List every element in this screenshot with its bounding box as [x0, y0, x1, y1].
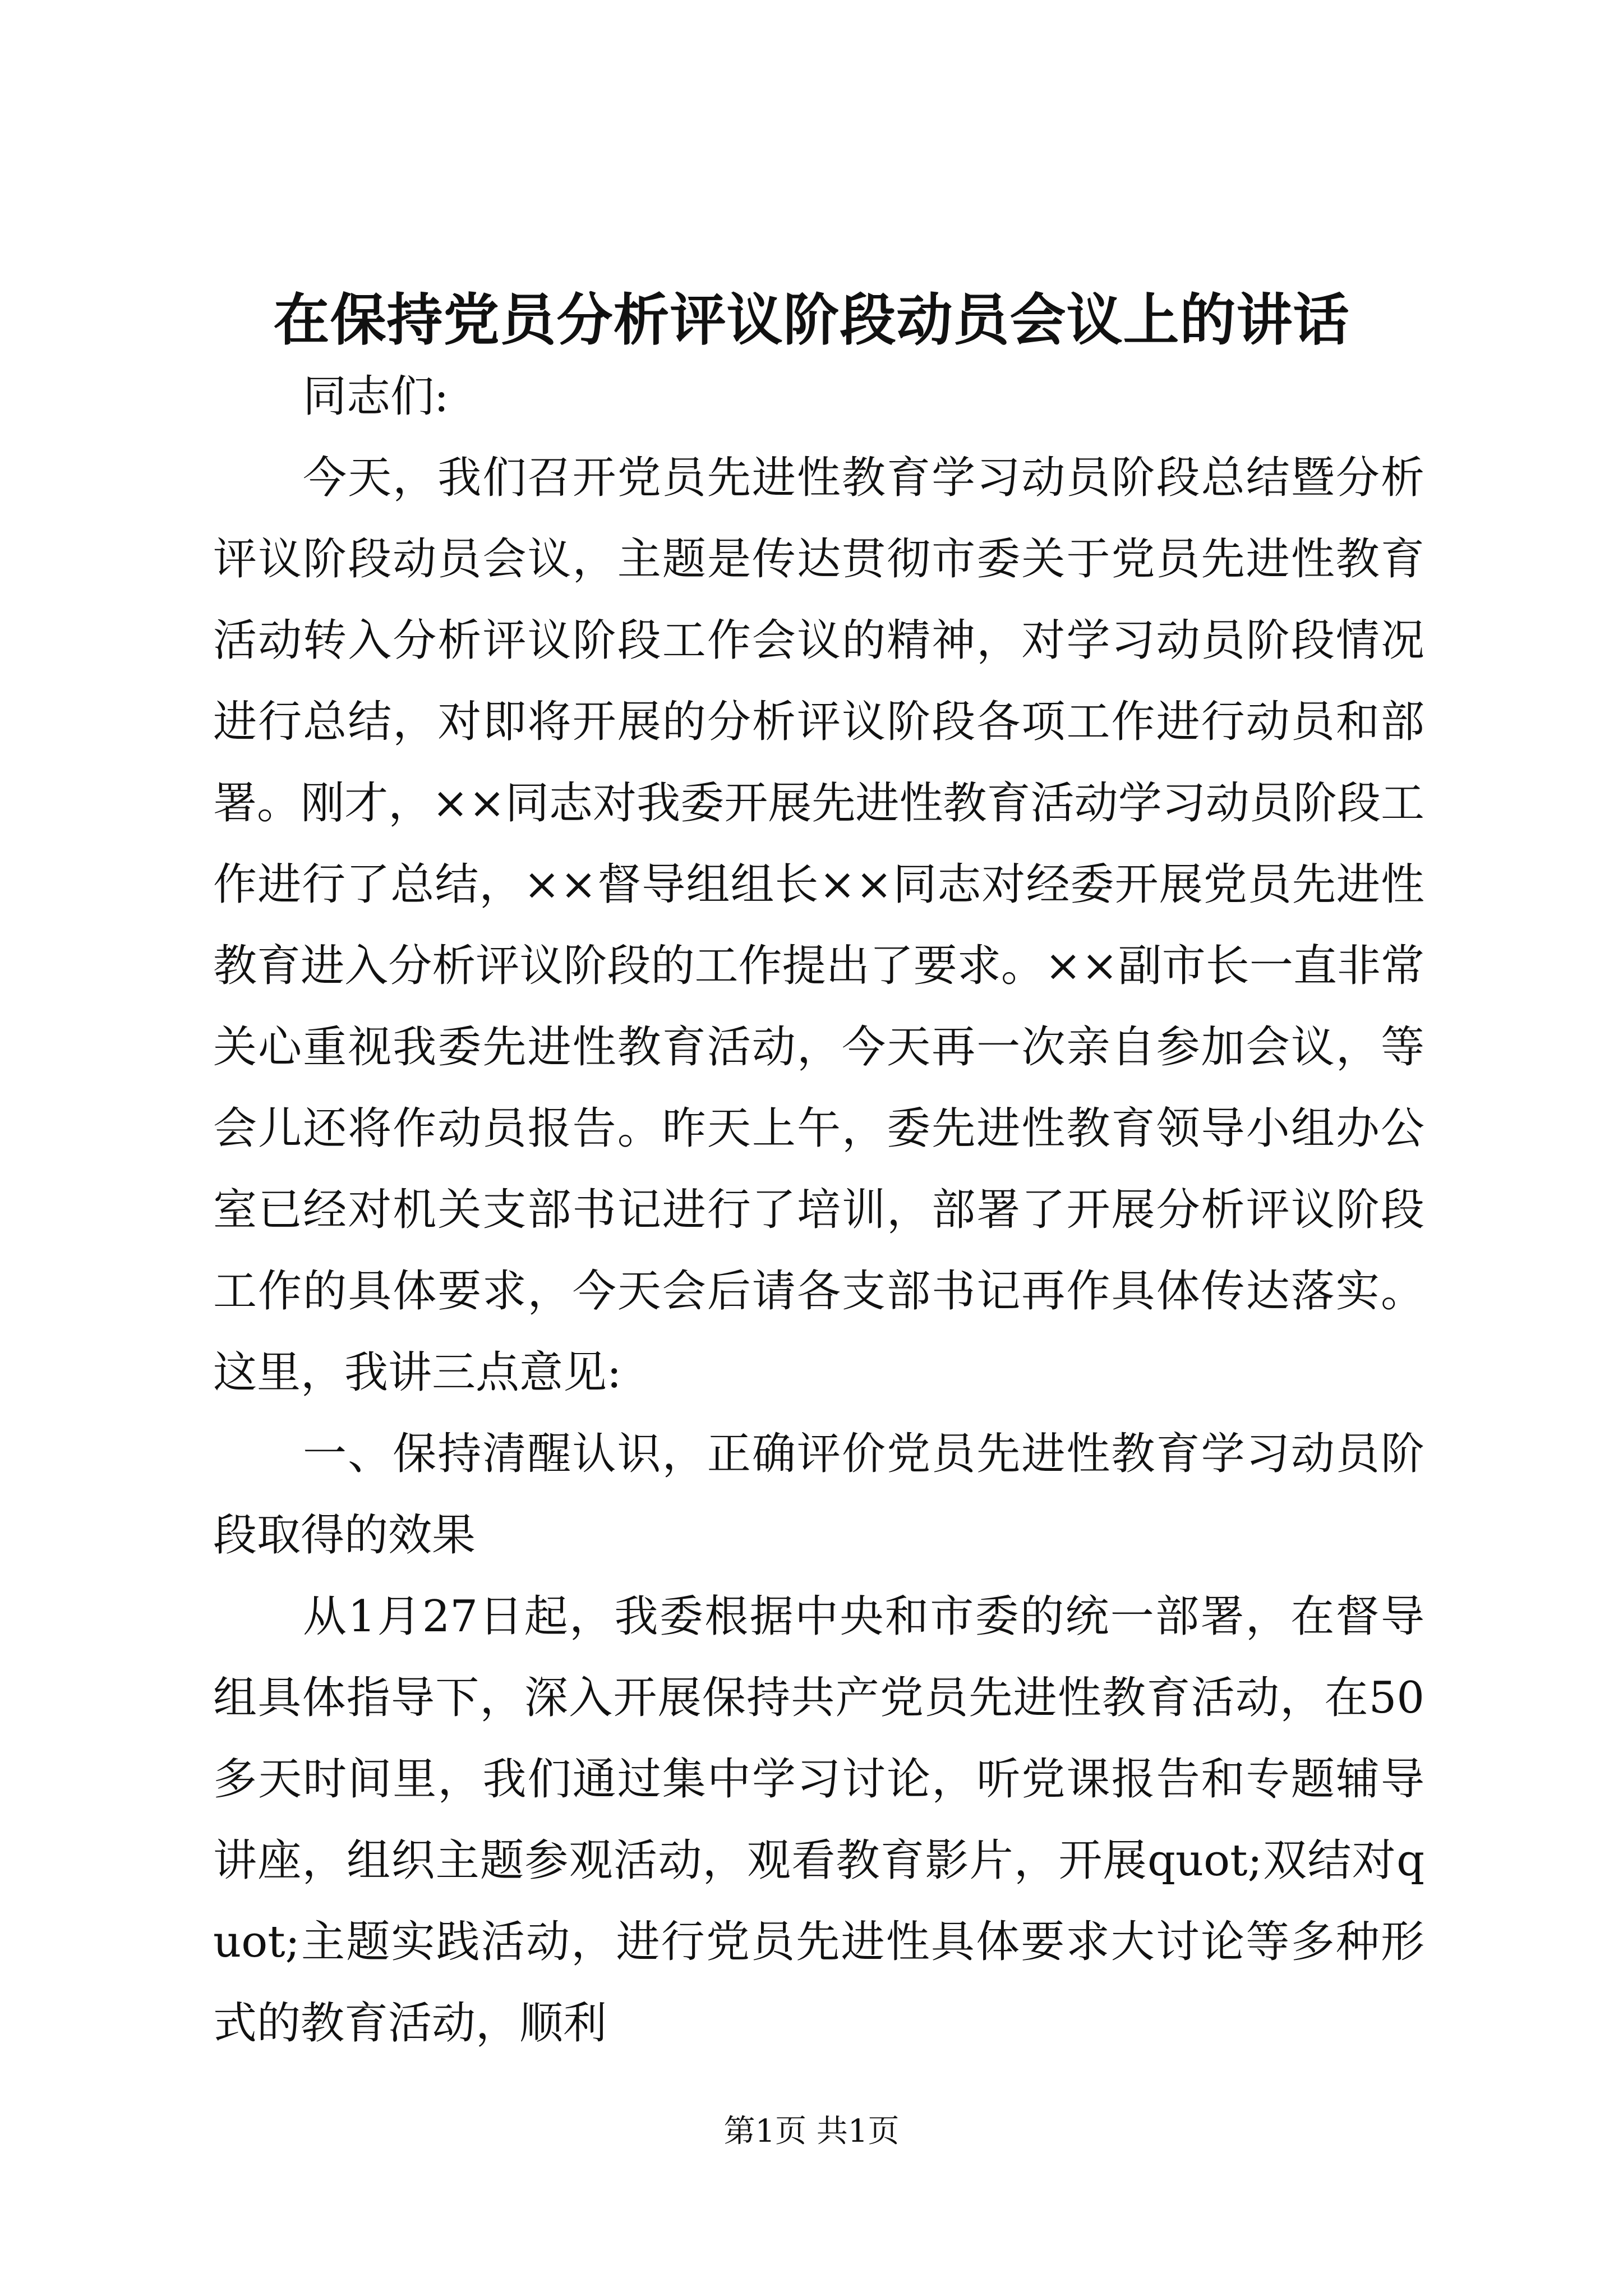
section-heading-paragraph: 一、保持清醒认识，正确评价党员先进性教育学习动员阶段取得的效果 [213, 1429, 1424, 1561]
opening-paragraph: 今天，我们召开党员先进性教育学习动员阶段总结暨分析评议阶段动员会议，主题是传达贯彻市委关于党员先进性教育活动转入分析评议阶段工作会议的精神，对学习动员阶段情况进行总结，对即将开展的分析评议阶段各项工作进行动员和部署。刚才，××同志对我委开展先进性教育活动学习动员阶段工作进行了总结，××督导组组长××同志对经委开展党员先进性教育进入分析评议阶段的工作提出了要求。××副市长一直非常关心重视我委先进性教育活动，今天再一次亲自参加会议，等会儿还将作动员报告。昨天上午，委先进性教育领导小组办公室已经对机关支部书记进行了培训，部署了开展分析评议阶段工作的具体要求，今天会后请各支部书记再作具体传达落实。这里，我讲三点意见: [213, 453, 1424, 1398]
section-body-paragraph: 从1月27日起，我委根据中央和市委的统一部署，在督导组具体指导下，深入开展保持共产党员先进性教育活动，在50多天时间里，我们通过集中学习讨论，听党课报告和专题辅导讲座，组织主题参观活动，观看教育影片，开展quot;双结对quot;主题实践活动，进行党员先进性具体要求大讨论等多种形式的教育活动，顺利 [213, 1591, 1424, 2049]
document-title: 在保持党员分析评议阶段动员会议上的讲话 [273, 287, 1350, 353]
document-body [213, 356, 1424, 2064]
salutation-paragraph: 同志们: [303, 371, 449, 422]
page-number-footer: 第1页 共1页 [723, 2113, 900, 2150]
